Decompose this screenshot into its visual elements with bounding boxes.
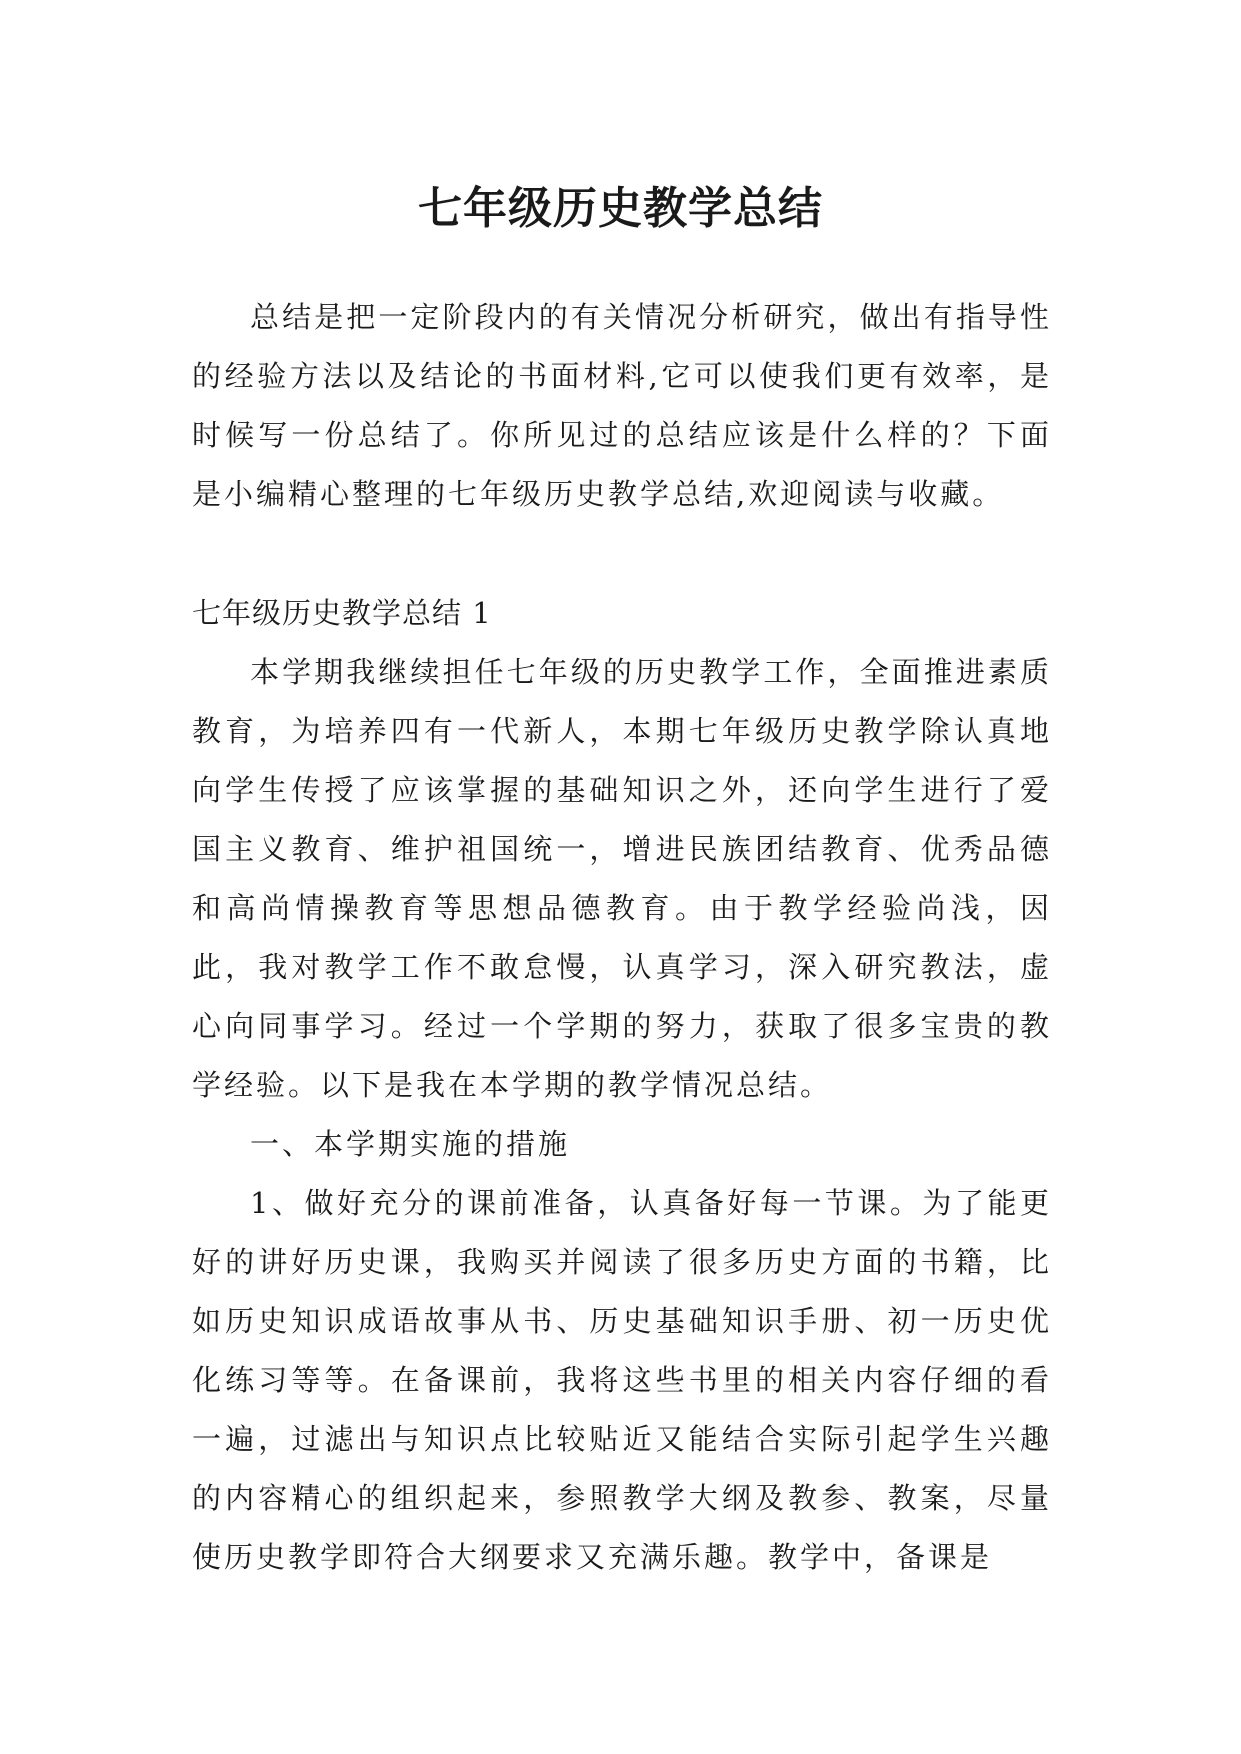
body-paragraph-2: 1、做好充分的课前准备，认真备好每一节课。为了能更好的讲好历史课，我购买并阅读了很多历史方面的书籍，比如历史知识成语故事从书、历史基础知识手册、初一历史优化练习等等。在备课前，我将这些书里的相关内容仔细的看一遍，过滤出与知识点比较贴近又能结合实际引起学生兴趣的内容精心的组织起来，参照教学大纲及教参、教案，尽量使历史教学即符合大纲要求又充满乐趣。教学中，备课是 [192, 1186, 1052, 1574]
body-paragraph-1: 本学期我继续担任七年级的历史教学工作，全面推进素质教育，为培养四有一代新人，本期七年级历史教学除认真地向学生传授了应该掌握的基础知识之外，还向学生进行了爱国主义教育、维护祖国统一，增进民族团结教育、优秀品德和高尚情操教育等思想品德教育。由于教学经验尚浅，因此，我对教学工作不敢怠慢，认真学习，深入研究教法，虚心向同事学习。经过一个学期的努力，获取了很多宝贵的教学经验。以下是我在本学期的教学情况总结。 [192, 655, 1052, 1102]
subsection-heading: 一、本学期实施的措施 [250, 1127, 571, 1161]
document-title: 七年级历史教学总结 [418, 183, 823, 235]
document-body [192, 288, 1052, 1587]
section-heading: 七年级历史教学总结 1 [192, 596, 492, 630]
intro-paragraph: 总结是把一定阶段内的有关情况分析研究，做出有指导性的经验方法以及结论的书面材料,它可以使我们更有效率，是时候写一份总结了。你所见过的总结应该是什么样的？下面是小编精心整理的七年级历史教学总结,欢迎阅读与收藏。 [192, 300, 1052, 511]
